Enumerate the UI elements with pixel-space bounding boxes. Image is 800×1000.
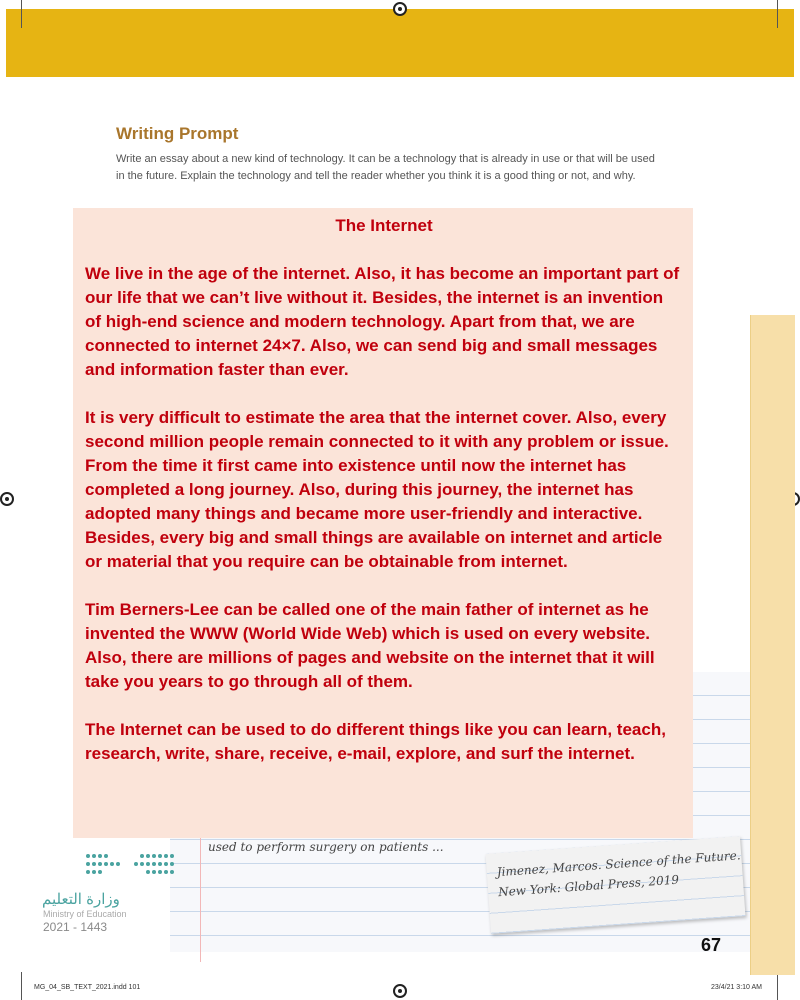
registration-mark-left <box>0 492 14 506</box>
crop-mark-top-right <box>777 0 778 28</box>
essay-paragraph: Tim Berners-Lee can be called one of the main father of internet as he invented the WWW (World Wide Web) which is used on every website. Also, there are millions of pages and website on the internet that it will take you years to go through all of them. <box>85 600 655 691</box>
writing-prompt-title: Writing Prompt <box>116 124 239 143</box>
citation-line-2: New York: Global Press, 2019 <box>497 872 680 900</box>
crop-mark-bottom-left <box>21 972 22 1000</box>
side-color-strip <box>750 315 795 975</box>
essay-title: The Internet <box>335 216 433 235</box>
essay-paragraph: We live in the age of the internet. Also, it has become an important part of our life that we can’t live without it. Besides, the internet is an invention of high-end science and modern technology. Apart from that, we are connected to internet 24×7. Also, we can send big and small messages and information faster than ever. <box>85 264 680 379</box>
essay-paragraph: The Internet can be used to do different things like you can learn, teach, research, write, share, receive, e-mail, explore, and surf the internet. <box>85 720 666 763</box>
ministry-name-arabic: وزارة التعليم <box>42 891 120 908</box>
essay-box <box>73 208 693 838</box>
ministry-name-english: Ministry of Education <box>43 909 127 919</box>
essay-paragraph: It is very difficult to estimate the area that the internet cover. Also, every second million people remain connected to it with any problem or issue. From the time it first came into existence until now the internet has completed a long journey. Also, during this journey, the internet has adopted many things and became more user-friendly and interactive. Besides, every big and small things are available on internet and article or material that you require can be obtainable from internet. <box>85 408 669 571</box>
ministry-year: 2021 - 1443 <box>43 920 108 934</box>
top-color-band <box>6 9 794 77</box>
registration-mark-top <box>393 2 407 16</box>
crop-mark-bottom-right <box>777 972 778 1000</box>
citation-line-1: Jimenez, Marcos. Science of the Future. <box>496 848 741 880</box>
writing-prompt-text: Write an essay about a new kind of technology. It can be a technology that is already in use or that will be used in the future. Explain the technology and tell the reader whether you think it is a good thing or not, and why. <box>116 153 655 182</box>
footer-date: 23/4/21 3:10 AM <box>711 984 762 991</box>
page-number: 67 <box>701 935 722 955</box>
handwritten-note: used to perform surgery on patients ... <box>208 840 444 854</box>
registration-mark-bottom <box>393 984 407 998</box>
footer-file-name: MG_04_SB_TEXT_2021.indd 101 <box>34 984 141 991</box>
crop-mark-top-left <box>21 0 22 28</box>
ministry-logo-icon <box>84 852 179 876</box>
